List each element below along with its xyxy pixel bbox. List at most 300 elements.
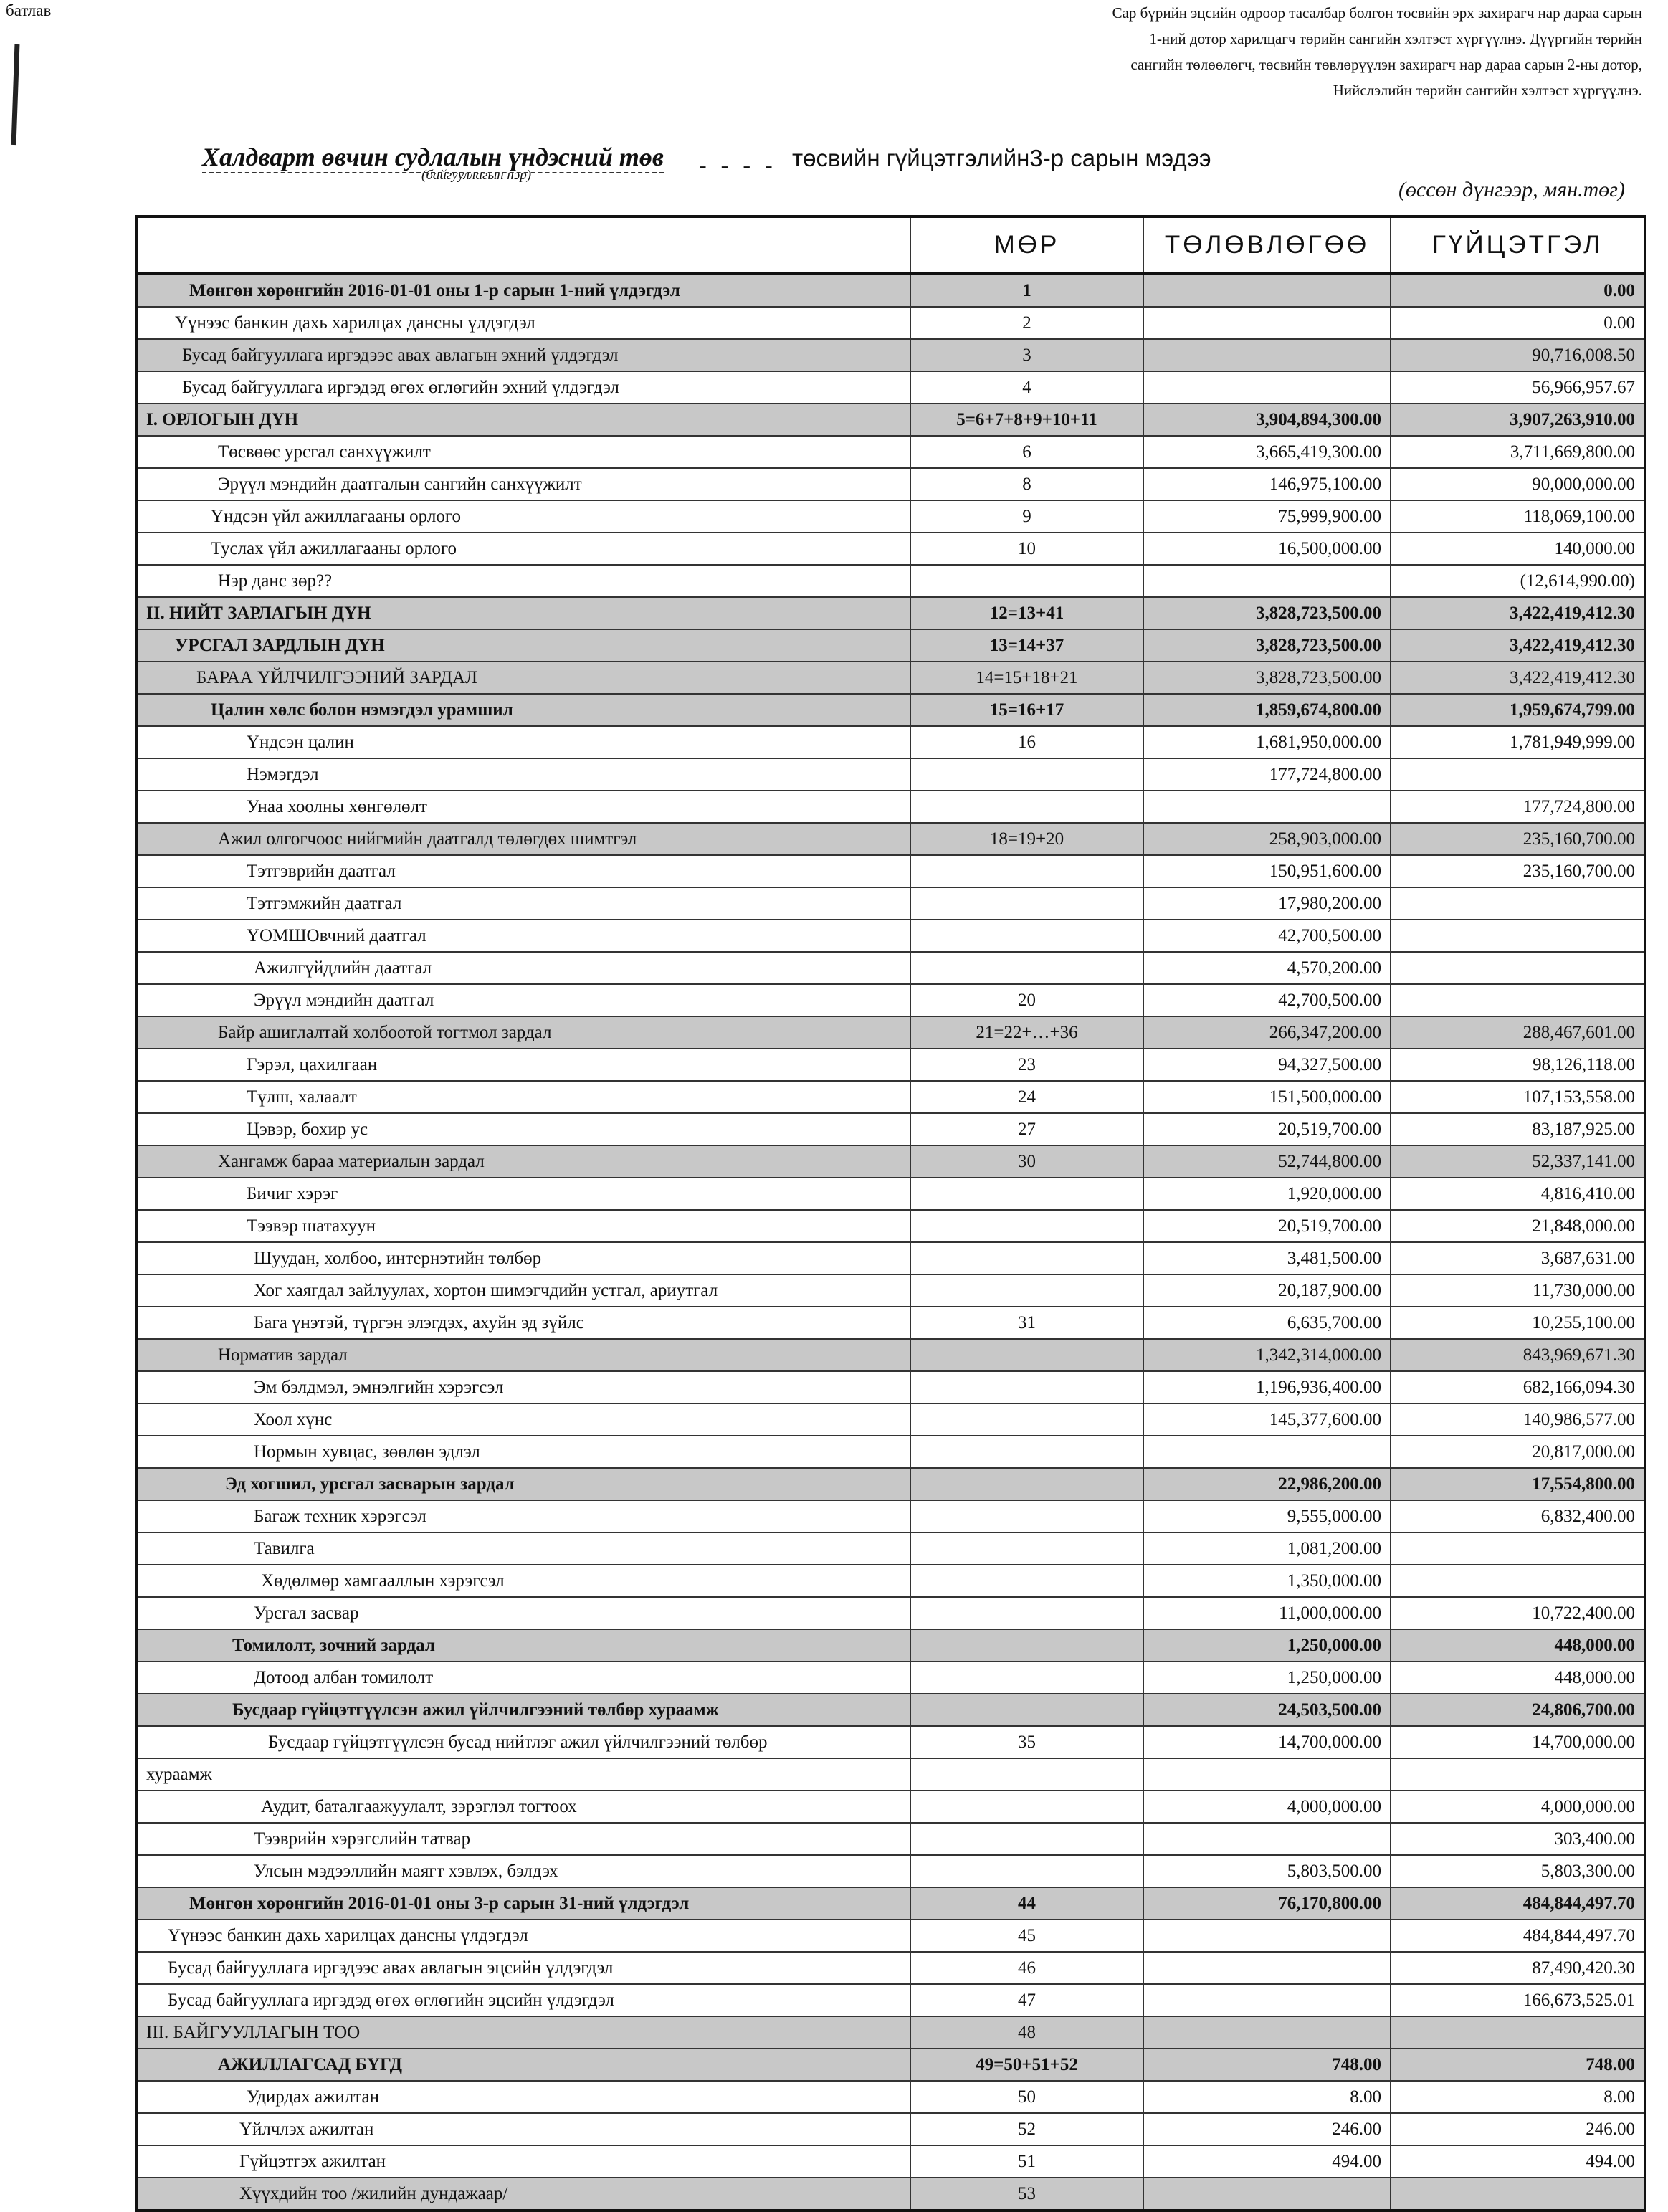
plan-value-cell	[1143, 1436, 1391, 1468]
row-name-cell: Цэвэр, бохир ус	[136, 1113, 910, 1145]
plan-value-cell: 76,170,800.00	[1143, 1887, 1391, 1920]
row-name-cell: Бага үнэтэй, түргэн элэгдэх, ахуйн эд зүйлс	[136, 1307, 910, 1339]
plan-value-cell	[1143, 339, 1391, 371]
row-number-cell: 18=19+20	[910, 823, 1143, 855]
plan-value-cell: 75,999,900.00	[1143, 500, 1391, 533]
row-number-cell	[910, 920, 1143, 952]
execution-value-cell	[1391, 1532, 1645, 1565]
execution-value-cell: 484,844,497.70	[1391, 1920, 1645, 1952]
row-name-cell: Үүнээс банкин дахь харилцах дансны үлдэгдэл	[136, 1920, 910, 1952]
table-row	[136, 1952, 1645, 1984]
table-row	[136, 2081, 1645, 2113]
execution-value-cell: 98,126,118.00	[1391, 1049, 1645, 1081]
organization-name-dash: - - - -	[699, 152, 777, 178]
row-name-cell: Түлш, халаалт	[136, 1081, 910, 1113]
row-name-cell: Бусад байгууллага иргэдэд өгөх өглөгийн эхний үлдэгдэл	[136, 371, 910, 404]
table-row	[136, 791, 1645, 823]
row-name-cell: Тээвэр шатахуун	[136, 1210, 910, 1242]
plan-value-cell: 1,081,200.00	[1143, 1532, 1391, 1565]
row-number-cell	[910, 1823, 1143, 1855]
table-row	[136, 2016, 1645, 2049]
table-row	[136, 1339, 1645, 1371]
table-header-row	[136, 216, 1645, 274]
table-row	[136, 920, 1645, 952]
table-row	[136, 1210, 1645, 1242]
execution-value-cell: 166,673,525.01	[1391, 1984, 1645, 2016]
plan-value-cell: 1,250,000.00	[1143, 1629, 1391, 1662]
organization-name: Халдварт өвчин судлалын үндэсний төв	[202, 142, 664, 173]
plan-value-cell	[1143, 2178, 1391, 2211]
plan-value-cell: 11,000,000.00	[1143, 1597, 1391, 1629]
execution-value-cell: 3,687,631.00	[1391, 1242, 1645, 1274]
execution-value-cell: 748.00	[1391, 2049, 1645, 2081]
instruction-line: Нийслэлийн төрийн сангийн хэлтэст хүргүүлнэ.	[1333, 82, 1642, 99]
row-number-cell: 2	[910, 307, 1143, 339]
row-number-cell	[910, 791, 1143, 823]
row-number-cell	[910, 952, 1143, 984]
row-number-cell	[910, 1178, 1143, 1210]
table-row	[136, 1145, 1645, 1178]
row-number-cell	[910, 1436, 1143, 1468]
row-name-cell: Бусдаар гүйцэтгүүлсэн бусад нийтлэг ажил үйлчилгээний төлбөр	[136, 1726, 910, 1758]
instruction-note	[940, 0, 1642, 103]
execution-value-cell	[1391, 920, 1645, 952]
row-number-cell	[910, 1500, 1143, 1532]
row-name-cell: Үндсэн цалин	[136, 726, 910, 758]
plan-value-cell: 150,951,600.00	[1143, 855, 1391, 887]
execution-value-cell: 0.00	[1391, 307, 1645, 339]
execution-value-cell: 118,069,100.00	[1391, 500, 1645, 533]
row-number-cell: 8	[910, 468, 1143, 500]
row-name-cell: Бусад байгууллага иргэдээс авах авлагын эцсийн үлдэгдэл	[136, 1952, 910, 1984]
table-row	[136, 662, 1645, 694]
execution-value-cell	[1391, 758, 1645, 791]
table-row	[136, 2145, 1645, 2178]
execution-value-cell: 3,907,263,910.00	[1391, 404, 1645, 436]
table-row	[136, 1436, 1645, 1468]
scan-mark	[11, 44, 20, 145]
row-name-cell: Мөнгөн хөрөнгийн 2016-01-01 оны 3-р сарын 31-ний үлдэгдэл	[136, 1887, 910, 1920]
plan-value-cell: 42,700,500.00	[1143, 920, 1391, 952]
row-name-cell: Бусад байгууллага иргэдээс авах авлагын эхний үлдэгдэл	[136, 339, 910, 371]
row-name-cell: Ажилгүйдлийн даатгал	[136, 952, 910, 984]
row-number-cell: 49=50+51+52	[910, 2049, 1143, 2081]
plan-value-cell: 20,519,700.00	[1143, 1113, 1391, 1145]
execution-value-cell: 10,722,400.00	[1391, 1597, 1645, 1629]
execution-value-cell: 448,000.00	[1391, 1629, 1645, 1662]
plan-value-cell: 94,327,500.00	[1143, 1049, 1391, 1081]
execution-value-cell: 448,000.00	[1391, 1662, 1645, 1694]
table-row	[136, 1629, 1645, 1662]
row-name-cell: Тавилга	[136, 1532, 910, 1565]
table-row	[136, 1081, 1645, 1113]
execution-value-cell	[1391, 2016, 1645, 2049]
row-number-cell: 45	[910, 1920, 1143, 1952]
row-name-cell: Удирдах ажилтан	[136, 2081, 910, 2113]
approval-label: батлав	[6, 1, 52, 19]
table-row	[136, 533, 1645, 565]
budget-table	[135, 215, 1646, 2212]
row-number-cell: 5=6+7+8+9+10+11	[910, 404, 1143, 436]
column-header-plan: ТӨЛӨВЛӨГӨӨ	[1143, 216, 1391, 274]
instruction-line: сангийн төлөөлөгч, төсвийн төвлөрүүлэн захирагч нар дараа сарын 2-ны дотор,	[1130, 56, 1642, 73]
row-number-cell	[910, 1274, 1143, 1307]
plan-value-cell: 42,700,500.00	[1143, 984, 1391, 1016]
table-row	[136, 339, 1645, 371]
table-row	[136, 855, 1645, 887]
row-name-cell: БАРАА ҮЙЛЧИЛГЭЭНИЙ ЗАРДАЛ	[136, 662, 910, 694]
table-row	[136, 2113, 1645, 2145]
row-name-cell: АЖИЛЛАГСАД БҮГД	[136, 2049, 910, 2081]
row-number-cell	[910, 1565, 1143, 1597]
row-name-cell: Эд хогшил, урсгал засварын зардал	[136, 1468, 910, 1500]
plan-value-cell	[1143, 1952, 1391, 1984]
execution-value-cell: 3,422,419,412.30	[1391, 662, 1645, 694]
execution-value-cell: 14,700,000.00	[1391, 1726, 1645, 1758]
table-row	[136, 1113, 1645, 1145]
table-row	[136, 952, 1645, 984]
execution-value-cell: 1,781,949,999.00	[1391, 726, 1645, 758]
plan-value-cell: 9,555,000.00	[1143, 1500, 1391, 1532]
execution-value-cell: 484,844,497.70	[1391, 1887, 1645, 1920]
row-name-cell: Нормын хувцас, зөөлөн эдлэл	[136, 1436, 910, 1468]
row-number-cell: 35	[910, 1726, 1143, 1758]
table-row	[136, 1662, 1645, 1694]
row-name-cell: Үйлчлэх ажилтан	[136, 2113, 910, 2145]
table-row	[136, 2178, 1645, 2211]
row-number-cell: 6	[910, 436, 1143, 468]
plan-value-cell: 3,665,419,300.00	[1143, 436, 1391, 468]
table-row	[136, 1920, 1645, 1952]
execution-value-cell: 0.00	[1391, 274, 1645, 307]
row-number-cell	[910, 1403, 1143, 1436]
unit-note: (өссөн дүнгээр, мян.төг)	[1398, 178, 1625, 201]
table-row	[136, 468, 1645, 500]
plan-value-cell: 246.00	[1143, 2113, 1391, 2145]
plan-value-cell	[1143, 791, 1391, 823]
plan-value-cell: 14,700,000.00	[1143, 1726, 1391, 1758]
table-row	[136, 1500, 1645, 1532]
row-name-cell: I. ОРЛОГЫН ДҮН	[136, 404, 910, 436]
row-number-cell	[910, 1210, 1143, 1242]
table-row	[136, 1887, 1645, 1920]
table-row	[136, 1532, 1645, 1565]
plan-value-cell: 16,500,000.00	[1143, 533, 1391, 565]
execution-value-cell: 90,000,000.00	[1391, 468, 1645, 500]
execution-value-cell: 5,803,300.00	[1391, 1855, 1645, 1887]
plan-value-cell	[1143, 307, 1391, 339]
table-row	[136, 274, 1645, 307]
row-name-cell: Ажил олгогчоос нийгмийн даатгалд төлөгдөх шимтгэл	[136, 823, 910, 855]
row-number-cell: 12=13+41	[910, 597, 1143, 629]
table-row	[136, 1597, 1645, 1629]
execution-value-cell: 246.00	[1391, 2113, 1645, 2145]
column-header-name	[136, 216, 910, 274]
plan-value-cell: 3,904,894,300.00	[1143, 404, 1391, 436]
row-name-cell: II. НИЙТ ЗАРЛАГЫН ДҮН	[136, 597, 910, 629]
plan-value-cell: 24,503,500.00	[1143, 1694, 1391, 1726]
table-row	[136, 1242, 1645, 1274]
execution-value-cell: 87,490,420.30	[1391, 1952, 1645, 1984]
execution-value-cell	[1391, 1565, 1645, 1597]
row-name-cell: Улсын мэдээллийн маягт хэвлэх, бэлдэх	[136, 1855, 910, 1887]
row-name-cell: ҮОМШӨвчний даатгал	[136, 920, 910, 952]
row-name-cell: Урсгал засвар	[136, 1597, 910, 1629]
row-number-cell: 52	[910, 2113, 1143, 2145]
row-name-cell: хураамж	[136, 1758, 910, 1791]
execution-value-cell: (12,614,990.00)	[1391, 565, 1645, 597]
plan-value-cell: 258,903,000.00	[1143, 823, 1391, 855]
row-number-cell: 21=22+…+36	[910, 1016, 1143, 1049]
execution-value-cell: 3,711,669,800.00	[1391, 436, 1645, 468]
row-name-cell: Тээврийн хэрэгслийн татвар	[136, 1823, 910, 1855]
execution-value-cell: 107,153,558.00	[1391, 1081, 1645, 1113]
row-number-cell	[910, 1758, 1143, 1791]
table-body	[136, 274, 1645, 2211]
row-number-cell	[910, 1371, 1143, 1403]
row-name-cell: Эрүүл мэндийн даатгалын сангийн санхүүжилт	[136, 468, 910, 500]
plan-value-cell	[1143, 1758, 1391, 1791]
table-row	[136, 404, 1645, 436]
row-name-cell: Багаж техник хэрэгсэл	[136, 1500, 910, 1532]
row-name-cell: Бусдаар гүйцэтгүүлсэн ажил үйлчилгээний төлбөр хураамж	[136, 1694, 910, 1726]
row-name-cell: Төсвөөс урсгал санхүүжилт	[136, 436, 910, 468]
organization-caption: (байгууллагын нэр)	[421, 168, 532, 183]
instruction-line: Сар бүрийн эцсийн өдрөөр тасалбар болгон төсвийн эрх захирагч нар дараа сарын	[1112, 4, 1642, 22]
row-number-cell: 9	[910, 500, 1143, 533]
execution-value-cell	[1391, 952, 1645, 984]
row-number-cell	[910, 887, 1143, 920]
row-name-cell: Эрүүл мэндийн даатгал	[136, 984, 910, 1016]
row-number-cell	[910, 1629, 1143, 1662]
row-name-cell: Бичиг хэрэг	[136, 1178, 910, 1210]
execution-value-cell: 8.00	[1391, 2081, 1645, 2113]
execution-value-cell: 90,716,008.50	[1391, 339, 1645, 371]
row-number-cell: 48	[910, 2016, 1143, 2049]
plan-value-cell	[1143, 1920, 1391, 1952]
plan-value-cell: 146,975,100.00	[1143, 468, 1391, 500]
row-number-cell: 10	[910, 533, 1143, 565]
table-row	[136, 436, 1645, 468]
execution-value-cell: 20,817,000.00	[1391, 1436, 1645, 1468]
execution-value-cell: 10,255,100.00	[1391, 1307, 1645, 1339]
plan-value-cell: 3,828,723,500.00	[1143, 629, 1391, 662]
row-number-cell	[910, 855, 1143, 887]
plan-value-cell: 4,570,200.00	[1143, 952, 1391, 984]
execution-value-cell: 494.00	[1391, 2145, 1645, 2178]
row-name-cell: Шуудан, холбоо, интернэтийн төлбөр	[136, 1242, 910, 1274]
row-number-cell	[910, 1339, 1143, 1371]
row-number-cell: 20	[910, 984, 1143, 1016]
row-number-cell: 16	[910, 726, 1143, 758]
table-row	[136, 1403, 1645, 1436]
execution-value-cell: 140,000.00	[1391, 533, 1645, 565]
execution-value-cell	[1391, 887, 1645, 920]
table-row	[136, 1823, 1645, 1855]
plan-value-cell: 8.00	[1143, 2081, 1391, 2113]
row-number-cell: 51	[910, 2145, 1143, 2178]
row-name-cell: Тэтгэврийн даатгал	[136, 855, 910, 887]
execution-value-cell: 56,966,957.67	[1391, 371, 1645, 404]
row-name-cell: Хүүхдийн тоо /жилийн дундажаар/	[136, 2178, 910, 2211]
plan-value-cell	[1143, 2016, 1391, 2049]
row-number-cell: 3	[910, 339, 1143, 371]
row-name-cell: Бусад байгууллага иргэдэд өгөх өглөгийн эцсийн үлдэгдэл	[136, 1984, 910, 2016]
plan-value-cell: 52,744,800.00	[1143, 1145, 1391, 1178]
execution-value-cell	[1391, 2178, 1645, 2211]
row-name-cell: Хоол хүнс	[136, 1403, 910, 1436]
table-row	[136, 597, 1645, 629]
row-name-cell: УРСГАЛ ЗАРДЛЫН ДҮН	[136, 629, 910, 662]
row-number-cell: 24	[910, 1081, 1143, 1113]
plan-value-cell: 177,724,800.00	[1143, 758, 1391, 791]
execution-value-cell: 21,848,000.00	[1391, 1210, 1645, 1242]
row-name-cell: Цалин хөлс болон нэмэгдэл урамшил	[136, 694, 910, 726]
table-row	[136, 629, 1645, 662]
table-row	[136, 1307, 1645, 1339]
plan-value-cell: 1,196,936,400.00	[1143, 1371, 1391, 1403]
row-name-cell: Хөдөлмөр хамгааллын хэрэгсэл	[136, 1565, 910, 1597]
row-name-cell: Норматив зардал	[136, 1339, 910, 1371]
row-number-cell: 1	[910, 274, 1143, 307]
plan-value-cell: 3,828,723,500.00	[1143, 662, 1391, 694]
table-row	[136, 1984, 1645, 2016]
instruction-line: 1-ний дотор харилцагч төрийн сангийн хэлтэст хүргүүлнэ. Дүүргийн төрийн	[1149, 30, 1642, 47]
table-row	[136, 1371, 1645, 1403]
plan-value-cell: 1,681,950,000.00	[1143, 726, 1391, 758]
row-name-cell: Хангамж бараа материалын зардал	[136, 1145, 910, 1178]
execution-value-cell: 288,467,601.00	[1391, 1016, 1645, 1049]
execution-value-cell: 6,832,400.00	[1391, 1500, 1645, 1532]
column-header-row-number: МӨР	[910, 216, 1143, 274]
table-row	[136, 1758, 1645, 1791]
plan-value-cell: 266,347,200.00	[1143, 1016, 1391, 1049]
plan-value-cell: 5,803,500.00	[1143, 1855, 1391, 1887]
execution-value-cell: 682,166,094.30	[1391, 1371, 1645, 1403]
table-row	[136, 1565, 1645, 1597]
row-name-cell: Унаа хоолны хөнгөлөлт	[136, 791, 910, 823]
execution-value-cell: 4,816,410.00	[1391, 1178, 1645, 1210]
plan-value-cell: 494.00	[1143, 2145, 1391, 2178]
table-row	[136, 307, 1645, 339]
execution-value-cell: 17,554,800.00	[1391, 1468, 1645, 1500]
row-name-cell: Байр ашиглалтай холбоотой тогтмол зардал	[136, 1016, 910, 1049]
execution-value-cell: 11,730,000.00	[1391, 1274, 1645, 1307]
row-name-cell: Үүнээс банкин дахь харилцах дансны үлдэгдэл	[136, 307, 910, 339]
row-name-cell: Үндсэн үйл ажиллагааны орлого	[136, 500, 910, 533]
table-row	[136, 758, 1645, 791]
row-number-cell	[910, 1532, 1143, 1565]
execution-value-cell: 83,187,925.00	[1391, 1113, 1645, 1145]
table-row	[136, 1726, 1645, 1758]
execution-value-cell: 843,969,671.30	[1391, 1339, 1645, 1371]
row-number-cell: 23	[910, 1049, 1143, 1081]
row-name-cell: III. БАЙГУУЛЛАГЫН ТОО	[136, 2016, 910, 2049]
execution-value-cell: 3,422,419,412.30	[1391, 597, 1645, 629]
table-row	[136, 726, 1645, 758]
plan-value-cell: 4,000,000.00	[1143, 1791, 1391, 1823]
execution-value-cell	[1391, 984, 1645, 1016]
execution-value-cell: 52,337,141.00	[1391, 1145, 1645, 1178]
row-name-cell: Хог хаягдал зайлуулах, хортон шимэгчдийн устгал, ариутгал	[136, 1274, 910, 1307]
execution-value-cell: 235,160,700.00	[1391, 823, 1645, 855]
row-number-cell: 15=16+17	[910, 694, 1143, 726]
row-number-cell: 53	[910, 2178, 1143, 2211]
table-row	[136, 371, 1645, 404]
plan-value-cell	[1143, 1984, 1391, 2016]
row-number-cell: 46	[910, 1952, 1143, 1984]
table-row	[136, 694, 1645, 726]
plan-value-cell: 1,920,000.00	[1143, 1178, 1391, 1210]
row-number-cell	[910, 565, 1143, 597]
table-row	[136, 1855, 1645, 1887]
plan-value-cell: 145,377,600.00	[1143, 1403, 1391, 1436]
execution-value-cell	[1391, 1758, 1645, 1791]
table-row	[136, 565, 1645, 597]
row-name-cell: Гүйцэтгэх ажилтан	[136, 2145, 910, 2178]
plan-value-cell: 20,187,900.00	[1143, 1274, 1391, 1307]
table-row	[136, 1178, 1645, 1210]
execution-value-cell: 303,400.00	[1391, 1823, 1645, 1855]
row-number-cell	[910, 1662, 1143, 1694]
row-number-cell: 47	[910, 1984, 1143, 2016]
plan-value-cell: 1,350,000.00	[1143, 1565, 1391, 1597]
plan-value-cell: 20,519,700.00	[1143, 1210, 1391, 1242]
row-number-cell	[910, 1855, 1143, 1887]
row-number-cell	[910, 1468, 1143, 1500]
execution-value-cell: 177,724,800.00	[1391, 791, 1645, 823]
plan-value-cell: 1,250,000.00	[1143, 1662, 1391, 1694]
row-number-cell: 31	[910, 1307, 1143, 1339]
plan-value-cell	[1143, 274, 1391, 307]
report-title: төсвийн гүйцэтгэлийн3-р сарын мэдээ	[792, 145, 1211, 171]
execution-value-cell: 235,160,700.00	[1391, 855, 1645, 887]
execution-value-cell: 24,806,700.00	[1391, 1694, 1645, 1726]
row-number-cell: 13=14+37	[910, 629, 1143, 662]
table-row	[136, 887, 1645, 920]
execution-value-cell: 4,000,000.00	[1391, 1791, 1645, 1823]
table-row	[136, 823, 1645, 855]
row-name-cell: Эм бэлдмэл, эмнэлгийн хэрэгсэл	[136, 1371, 910, 1403]
table-row	[136, 984, 1645, 1016]
row-number-cell	[910, 1791, 1143, 1823]
row-name-cell: Тэтгэмжийн даатгал	[136, 887, 910, 920]
row-number-cell: 30	[910, 1145, 1143, 1178]
table-row	[136, 1694, 1645, 1726]
row-number-cell	[910, 758, 1143, 791]
execution-value-cell: 1,959,674,799.00	[1391, 694, 1645, 726]
plan-value-cell	[1143, 1823, 1391, 1855]
table-row	[136, 1016, 1645, 1049]
table-row	[136, 1791, 1645, 1823]
table-row	[136, 1468, 1645, 1500]
row-number-cell	[910, 1694, 1143, 1726]
plan-value-cell: 17,980,200.00	[1143, 887, 1391, 920]
row-number-cell	[910, 1242, 1143, 1274]
row-number-cell	[910, 1597, 1143, 1629]
plan-value-cell: 1,342,314,000.00	[1143, 1339, 1391, 1371]
plan-value-cell: 748.00	[1143, 2049, 1391, 2081]
row-name-cell: Гэрэл, цахилгаан	[136, 1049, 910, 1081]
row-name-cell: Дотоод албан томилолт	[136, 1662, 910, 1694]
row-name-cell: Аудит, баталгаажуулалт, зэрэглэл тогтоох	[136, 1791, 910, 1823]
execution-value-cell: 140,986,577.00	[1391, 1403, 1645, 1436]
execution-value-cell: 3,422,419,412.30	[1391, 629, 1645, 662]
row-name-cell: Мөнгөн хөрөнгийн 2016-01-01 оны 1-р сарын 1-ний үлдэгдэл	[136, 274, 910, 307]
table-row	[136, 500, 1645, 533]
row-number-cell: 14=15+18+21	[910, 662, 1143, 694]
table-row	[136, 1274, 1645, 1307]
